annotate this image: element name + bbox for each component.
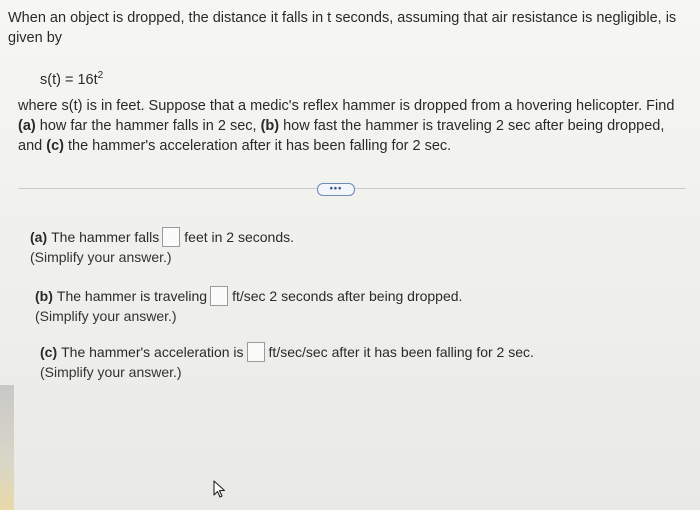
part-a-row [30, 227, 294, 247]
problem-a-text: how far the hammer falls in 2 sec, [35, 118, 261, 134]
problem-c-text: the hammer's acceleration after it has been falling for 2 sec. [63, 138, 452, 154]
part-a-after: feet in 2 seconds. [184, 229, 295, 245]
problem-body [18, 96, 688, 156]
part-b-row [35, 286, 462, 306]
problem-b-text: how fast the hammer is traveling 2 sec after being dropped, and [18, 118, 665, 154]
part-b-after: ft/sec 2 seconds after being dropped. [232, 288, 463, 304]
part-b-answer-input[interactable] [210, 286, 228, 306]
part-a-before: The hammer falls [51, 229, 160, 245]
part-b-hint: (Simplify your answer.) [35, 308, 177, 324]
part-c-after: ft/sec/sec after it has been falling for 2 sec. [268, 344, 534, 360]
part-b [35, 286, 462, 326]
part-b-label: (b) [35, 288, 53, 304]
show-more-button[interactable]: ••• [317, 183, 355, 196]
part-c-before: The hammer's acceleration is [61, 344, 244, 360]
problem-intro: When an object is dropped, the distance it falls in t seconds, assuming that air resistance is negligible, is given by [8, 10, 677, 46]
part-c-answer-input[interactable] [247, 342, 265, 362]
part-a-hint: (Simplify your answer.) [30, 249, 172, 265]
formula-lhs: s(t) = 16t [40, 71, 98, 88]
problem-a-label: (a) [18, 118, 36, 134]
part-c-label: (c) [40, 344, 58, 360]
part-a-answer-input[interactable] [162, 227, 180, 247]
formula-exponent: 2 [97, 70, 104, 81]
left-scroll-strip [0, 385, 14, 510]
part-c-row [40, 342, 534, 362]
problem-b-label: (b) [260, 118, 280, 134]
formula [40, 70, 103, 88]
problem-c-label: (c) [46, 138, 64, 154]
part-a-label: (a) [30, 229, 48, 245]
part-a [30, 227, 294, 267]
problem-body-prefix: where s(t) is in feet. Suppose that a medic's reflex hammer is dropped from a hovering helicopter. Find [18, 98, 675, 114]
part-c-hint: (Simplify your answer.) [40, 364, 182, 380]
part-b-before: The hammer is traveling [56, 288, 208, 304]
part-c [40, 342, 534, 382]
mouse-pointer-icon [213, 480, 227, 498]
